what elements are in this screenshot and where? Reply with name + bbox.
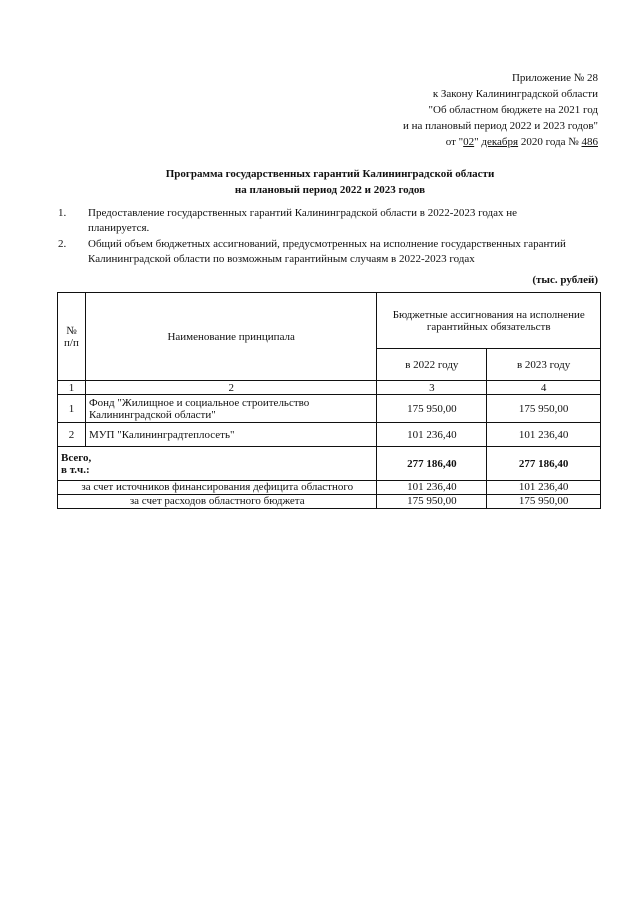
header-num: № п/п <box>58 293 86 381</box>
total-label-line-1: Всего, <box>61 451 92 464</box>
units-label: (тыс. рублей) <box>532 274 598 286</box>
date-day: 02 <box>463 136 475 148</box>
table-row <box>58 395 601 423</box>
sub-row-2023: 175 950,00 <box>487 495 601 509</box>
sub-row <box>58 481 601 495</box>
total-2022: 277 186,40 <box>377 447 487 481</box>
title-line-1: Программа государственных гарантий Калининградской области <box>165 168 495 180</box>
appendix-line-3: "Об областном бюджете на 2021 год <box>428 104 598 116</box>
sub-row-label: за счет источников финансирования дефицита областного <box>58 481 377 495</box>
appendix-header <box>403 70 598 150</box>
total-label <box>58 447 377 481</box>
list-item-number: 1. <box>58 207 67 219</box>
header-2022: в 2022 году <box>377 349 487 381</box>
date-year: 2020 года № <box>518 136 582 148</box>
row-2023: 175 950,00 <box>487 395 601 423</box>
col-number-2: 2 <box>85 381 376 395</box>
row-2022: 101 236,40 <box>377 423 487 447</box>
date-month: декабря <box>481 136 519 148</box>
header-budget: Бюджетные ассигнования на исполнение гарантийных обязательств <box>377 293 601 349</box>
list-item <box>58 237 578 267</box>
law-number: 486 <box>581 136 598 148</box>
sub-row-2022: 101 236,40 <box>377 481 487 495</box>
guarantees-table <box>57 292 601 509</box>
sub-row-2023: 101 236,40 <box>487 481 601 495</box>
row-num: 2 <box>58 423 86 447</box>
date-prefix: от " <box>445 136 464 148</box>
row-num: 1 <box>58 395 86 423</box>
col-number-3: 3 <box>377 381 487 395</box>
numbered-list <box>58 206 578 268</box>
list-item-text: Предоставление государственных гарантий Калининградской области в 2022-2023 годах не планируется. <box>88 207 518 234</box>
header-2023: в 2023 году <box>487 349 601 381</box>
appendix-line-2: к Закону Калининградской области <box>432 88 598 100</box>
row-name: Фонд "Жилищное и социальное строительство Калининградской области" <box>85 395 376 423</box>
total-label-line-2: в т.ч.: <box>61 463 90 476</box>
appendix-date-line <box>403 134 598 150</box>
list-item-text: Общий объем бюджетных ассигнований, предусмотренных на исполнение государственных гарантий Калининградской области по возможным гарантийным случаям в 2022-2023 годах <box>88 238 566 265</box>
total-2023: 277 186,40 <box>487 447 601 481</box>
header-name: Наименование принципала <box>85 293 376 381</box>
col-number-1: 1 <box>58 381 86 395</box>
appendix-line-4: и на плановый период 2022 и 2023 годов" <box>402 120 598 132</box>
title-line-2: на плановый период 2022 и 2023 годов <box>234 184 426 196</box>
row-name: МУП "Калининградтеплосеть" <box>85 423 376 447</box>
row-2023: 101 236,40 <box>487 423 601 447</box>
total-row <box>58 447 601 481</box>
table-row <box>58 423 601 447</box>
col-number-4: 4 <box>487 381 601 395</box>
page-title <box>0 166 640 198</box>
date-mid: " <box>474 136 482 148</box>
sub-row-2022: 175 950,00 <box>377 495 487 509</box>
sub-row-label: за счет расходов областного бюджета <box>58 495 377 509</box>
sub-row <box>58 495 601 509</box>
list-item <box>58 206 578 236</box>
appendix-line-1: Приложение № 28 <box>511 72 598 84</box>
row-2022: 175 950,00 <box>377 395 487 423</box>
list-item-number: 2. <box>58 238 67 250</box>
